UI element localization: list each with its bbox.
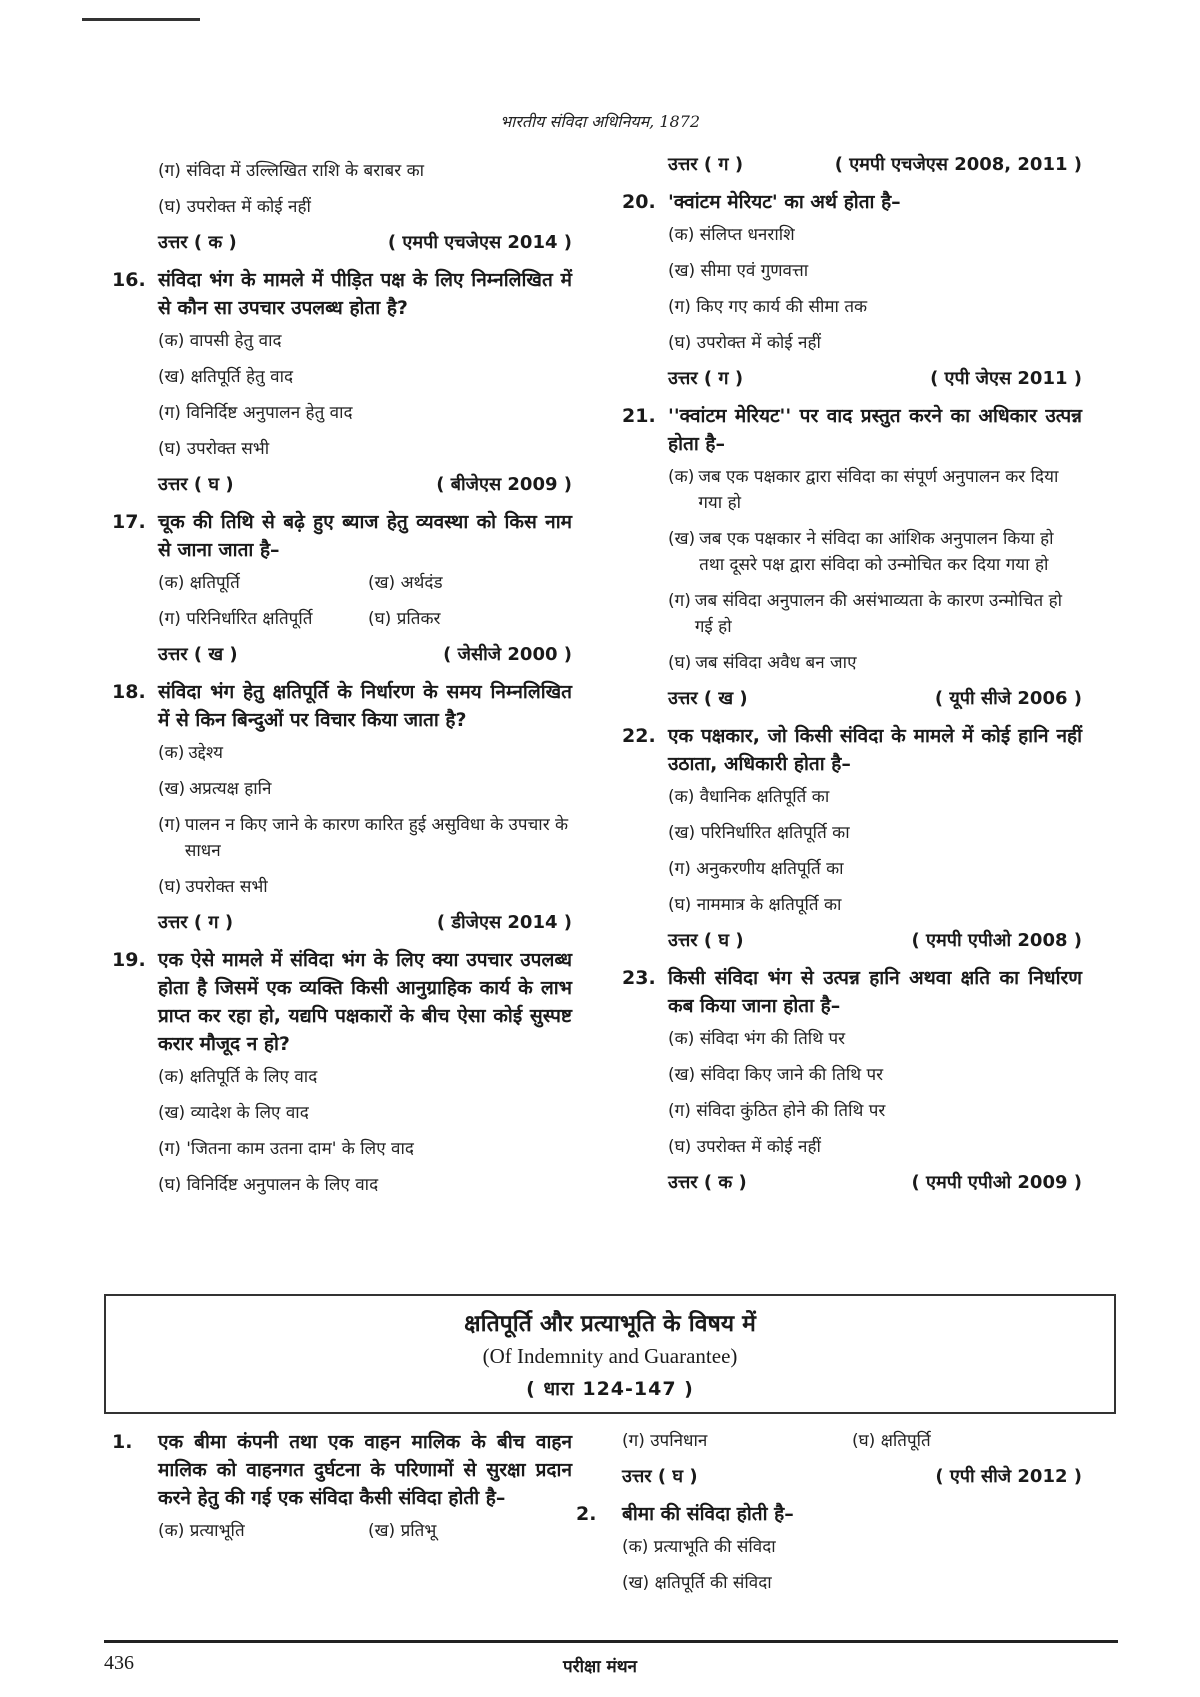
answer-label: उत्तर ( घ ) [668,930,744,951]
option-text: पालन न किए जाने के कारण कारित हुई असुविधा के उपचार के साधन [184,815,569,861]
option: (घ) उपरोक्त में कोई नहीं [668,1137,821,1157]
option-letter: (ख) [158,779,186,799]
bottom-rule [104,1640,1118,1643]
option [668,588,1082,640]
question-text: एक बीमा कंपनी तथा एक वाहन मालिक के बीच वाहन मालिक को वाहनगत दुर्घटना के परिणामों से सुरक्षा प्रदान करने हेतु की गई एक संविदा कैसी संविदा होती है– [158,1431,572,1509]
option-row [158,606,572,632]
answer-line [158,642,572,668]
option-letter: (घ) [158,877,182,897]
answer-label: उत्तर ( ख ) [158,644,238,665]
option-letter: (ग) [668,591,691,611]
top-rule [82,18,200,21]
answer-line [668,686,1082,712]
answer-line [158,472,572,498]
option: (ख) अर्थदंड [368,573,443,593]
option: (ग) संविदा कुंठित होने की तिथि पर [668,1101,886,1121]
option: (ख) परिनिर्धारित क्षतिपूर्ति का [668,823,850,843]
answer-label: उत्तर ( ग ) [158,912,234,933]
question-number: 1. [112,1431,133,1453]
question-text: संविदा भंग के मामले में पीड़ित पक्ष के लिए निम्नलिखित में से कौन सा उपचार उपलब्ध होता है? [158,269,572,319]
answer-line [622,1464,1082,1490]
option: (ग) संविदा में उल्लिखित राशि के बराबर का [158,161,425,181]
option: (ख) क्षतिपूर्ति हेतु वाद [158,367,294,387]
question-20 [622,188,1082,216]
option-row [158,570,572,596]
section-right-column [576,1428,1082,1606]
question-number: 21. [622,405,656,427]
option: (ख) क्षतिपूर्ति की संविदा [622,1573,772,1593]
question-number: 17. [112,511,146,533]
question-text: एक ऐसे मामले में संविदा भंग के लिए क्या उपचार उपलब्ध होता है जिसमें एक व्यक्ति किसी आनुग्राहिक कार्य के लाभ प्राप्त कर रहा हो, यद्यपि पक्षकारों के बीच ऐसा कोई सुस्पष्ट करार मौजूद न हो? [158,949,572,1055]
answer-source: ( एमपी एचजेएस 2008, 2011 ) [834,154,1082,175]
question-text: संविदा भंग हेतु क्षतिपूर्ति के निर्धारण के समय निम्नलिखित में से किन बिन्दुओं पर विचार किया जाता है? [158,681,572,731]
question-text: चूक की तिथि से बढ़े हुए ब्याज हेतु व्यवस्था को किस नाम से जाना जाता है– [158,511,572,561]
book-title: परीक्षा मंथन [563,1657,637,1677]
option: (घ) क्षतिपूर्ति [852,1431,931,1451]
option [158,776,572,802]
option: (ग) उपनिधान [622,1431,708,1451]
option: (क) प्रत्याभूति की संविदा [622,1537,776,1557]
question-text: ''क्वांटम मेरियट'' पर वाद प्रस्तुत करने का अधिकार उत्पन्न होता है– [668,405,1082,455]
answer-label: उत्तर ( ग ) [668,154,744,175]
section-title: क्षतिपूर्ति और प्रत्याभूति के विषय में [464,1311,756,1337]
question-21 [622,402,1082,458]
answer-source: ( एपी जेएस 2011 ) [930,368,1082,389]
option: (ख) संविदा किए जाने की तिथि पर [668,1065,884,1085]
option: (घ) उपरोक्त में कोई नहीं [668,333,821,353]
answer-line [668,152,1082,178]
answer-label: उत्तर ( क ) [158,232,237,253]
answer-label: उत्तर ( ग ) [668,368,744,389]
page-number: 436 [104,1652,134,1674]
question-17 [112,508,572,564]
answer-source: ( बीजेएस 2009 ) [436,474,572,495]
option: (क) क्षतिपूर्ति [158,573,240,593]
question-number: 2. [576,1503,597,1525]
option-letter: (ख) [668,529,696,549]
answer-line [668,366,1082,392]
answer-source: ( एमपी एपीओ 2009 ) [911,1172,1082,1193]
answer-line [158,910,572,936]
option: (क) वापसी हेतु वाद [158,331,282,351]
option-row [158,1518,572,1544]
section-left-column [112,1428,572,1554]
option-text: उपरोक्त सभी [185,877,268,897]
question-2 [576,1500,1082,1528]
question-number: 16. [112,269,146,291]
option: (ख) सीमा एवं गुणवत्ता [668,261,809,281]
option [668,526,1082,578]
option-text: उद्देश्य [188,743,223,763]
option: (ग) विनिर्दिष्ट अनुपालन हेतु वाद [158,403,353,423]
option [668,464,1082,516]
option: (क) प्रत्याभूति [158,1521,245,1541]
option: (घ) विनिर्दिष्ट अनुपालन के लिए वाद [158,1175,379,1195]
option: (ग) परिनिर्धारित क्षतिपूर्ति [158,609,313,629]
question-16 [112,266,572,322]
option: (ग) किए गए कार्य की सीमा तक [668,297,868,317]
section-range: ( धारा 124-147 ) [526,1378,694,1400]
question-number: 23. [622,967,656,989]
answer-source: ( यूपी सीजे 2006 ) [934,688,1082,709]
answer-label: उत्तर ( क ) [668,1172,747,1193]
option-letter: (क) [158,743,185,763]
answer-label: उत्तर ( ख ) [668,688,748,709]
answer-label: उत्तर ( घ ) [158,474,234,495]
question-18 [112,678,572,734]
option: (ख) प्रतिभू [368,1521,437,1541]
option: (क) वैधानिक क्षतिपूर्ति का [668,787,830,807]
option [668,650,1082,676]
question-19 [112,946,572,1058]
option-text: जब संविदा अवैध बन जाए [695,653,857,673]
option: (क) क्षतिपूर्ति के लिए वाद [158,1067,318,1087]
option: (घ) उपरोक्त सभी [158,439,270,459]
question-text: बीमा की संविदा होती है– [622,1503,794,1525]
question-22 [622,722,1082,778]
option [158,812,572,864]
option-row [622,1428,1082,1454]
option-text: जब एक पक्षकार द्वारा संविदा का संपूर्ण अनुपालन कर दिया गया हो [698,467,1059,513]
section-subtitle: (Of Indemnity and Guarantee) [482,1344,738,1368]
option: (घ) प्रतिकर [368,609,441,629]
answer-line [668,928,1082,954]
option-letter: (क) [668,467,695,487]
question-number: 22. [622,725,656,747]
answer-label: उत्तर ( घ ) [622,1466,698,1487]
answer-source: ( जेसीजे 2000 ) [443,644,572,665]
answer-source: ( एमपी एचजेएस 2014 ) [387,232,572,253]
option: (घ) नाममात्र के क्षतिपूर्ति का [668,895,842,915]
question-text: 'क्वांटम मेरियट' का अर्थ होता है– [668,191,901,213]
left-column [112,158,572,1208]
option-text: जब एक पक्षकार ने संविदा का आंशिक अनुपालन किया हो तथा दूसरे पक्ष द्वारा संविदा को उन्मोचित कर दिया गया हो [699,529,1054,575]
option: (क) संविदा भंग की तिथि पर [668,1029,846,1049]
question-number: 20. [622,191,656,213]
option [158,874,572,900]
answer-source: ( एपी सीजे 2012 ) [935,1466,1082,1487]
running-title: भारतीय संविदा अधिनियम, 1872 [499,112,701,131]
question-number: 18. [112,681,146,703]
question-text: किसी संविदा भंग से उत्पन्न हानि अथवा क्षति का निर्धारण कब किया जाना होता है– [668,967,1082,1017]
answer-line [668,1170,1082,1196]
question-1 [112,1428,572,1512]
option: (ग) अनुकरणीय क्षतिपूर्ति का [668,859,844,879]
answer-source: ( एमपी एपीओ 2008 ) [911,930,1082,951]
option: (घ) उपरोक्त में कोई नहीं [158,197,311,217]
section-heading-box [104,1294,1116,1414]
option-text: अप्रत्यक्ष हानि [189,779,272,799]
question-number: 19. [112,949,146,971]
option [158,740,572,766]
answer-source: ( डीजेएस 2014 ) [436,912,572,933]
option-letter: (घ) [668,653,692,673]
option: (क) संलिप्त धनराशि [668,225,795,245]
option: (ख) व्यादेश के लिए वाद [158,1103,309,1123]
question-23 [622,964,1082,1020]
option: (ग) 'जितना काम उतना दाम' के लिए वाद [158,1139,414,1159]
right-column [622,152,1082,1206]
option-letter: (ग) [158,815,181,835]
option-text: जब संविदा अनुपालन की असंभाव्यता के कारण उन्मोचित हो गई हो [694,591,1063,637]
question-text: एक पक्षकार, जो किसी संविदा के मामले में कोई हानि नहीं उठाता, अधिकारी होता है– [668,725,1082,775]
answer-line [158,230,572,256]
